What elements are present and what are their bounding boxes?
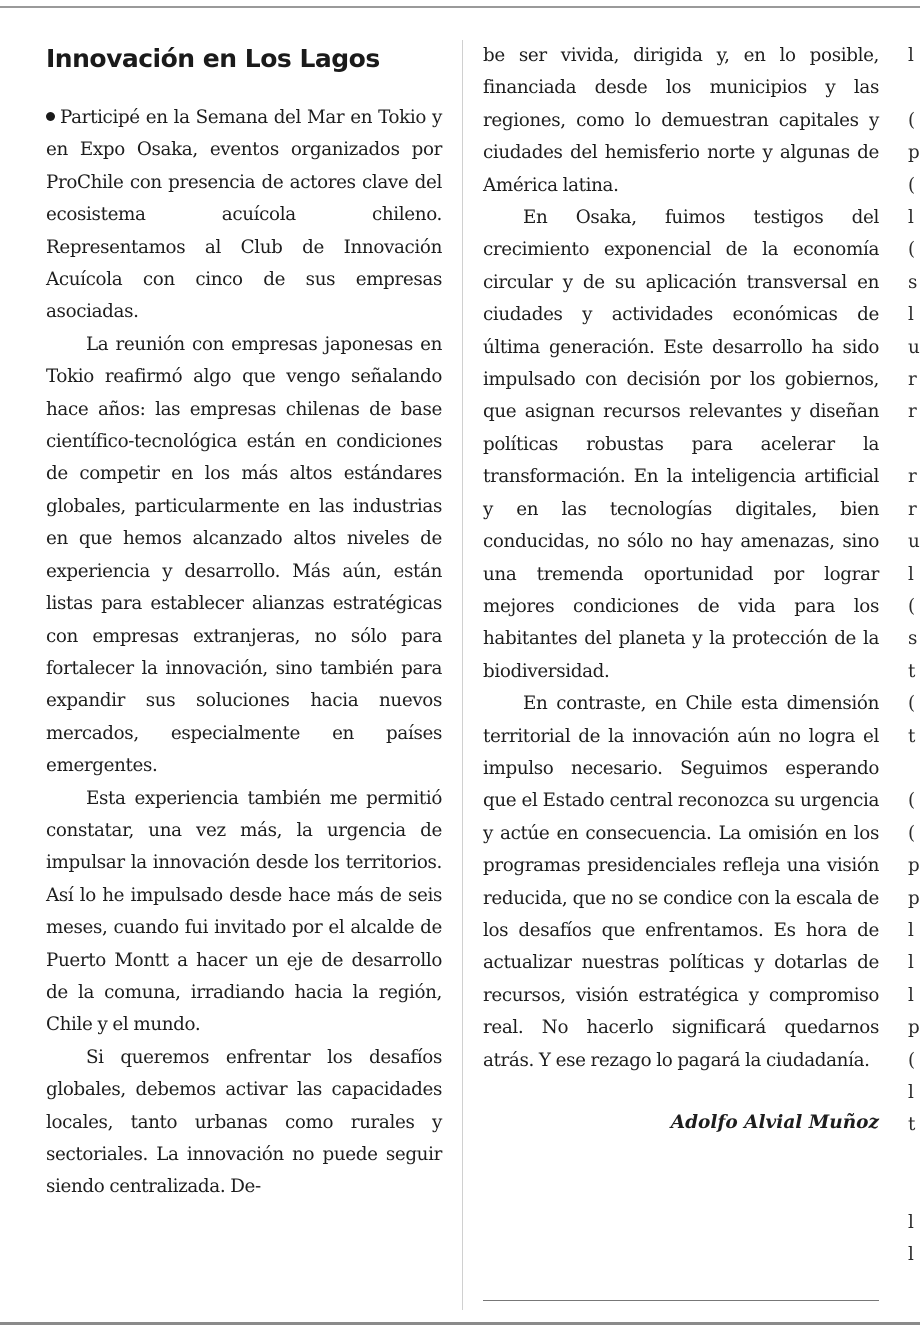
edge-letter: ( [908,174,916,196]
article-column-1 [46,40,442,1204]
edge-letter: l [908,45,914,66]
edge-letter: t [908,660,916,682]
edge-letter: u [908,336,920,358]
edge-letter: p [908,1017,920,1039]
edge-letter: ( [908,109,916,131]
edge-letter: r [908,369,917,391]
edge-letter: l [908,952,914,974]
paragraph-6: En Osaka, fuimos testigos del crecimiento exponencial de la economía circular y de su aplicación transversal en ciudades y actividades económicas de última generación. Este desarrollo ha sido impulsado con decisión por los gobiernos, que asignan recursos relevantes y diseñan políticas robustas para acelerar la transformación. En la inteligencia artificial y en las tecnologías digitales, bien conducidas, no sólo no hay amenazas, sino una tremenda oportunidad por lograr mejores condiciones de vida para los habitantes del planeta y la protección de la biodiversidad. [483,207,879,682]
edge-letter [908,1174,920,1206]
edge-letter: p [908,887,920,909]
edge-letter: l [908,919,914,941]
edge-letter: l [908,1211,914,1233]
edge-letter: l [908,304,914,326]
edge-letter [908,1142,920,1174]
paragraph-1: Participé en la Semana del Mar en Tokio y en Expo Osaka, eventos organizados por ProChile con presencia de actores clave del ecosistema acuícola chileno. Representamos al Club de Innovación Acuícola con cinco de sus empresas asociadas. [46,107,442,323]
edge-letter: l [908,984,914,1006]
edge-letter: ( [908,790,916,812]
bullet-icon [46,112,55,121]
paragraph-3: Esta experiencia también me permitió constatar, una vez más, la urgencia de impulsar la innovación desde los territorios. Así lo he impulsado desde hace más de seis meses, cuando fui invitado por el alcalde de Puerto Montt a hacer un eje de desarrollo de la comuna, irradiando hacia la región, Chile y el mundo. [46,787,442,1036]
edge-letter: ( [908,239,916,261]
edge-letter: r [908,401,917,423]
column-divider [462,40,463,1310]
edge-letter: t [908,725,916,747]
edge-letter [908,429,920,461]
paragraph-2: La reunión con empresas japonesas en Tokio reafirmó algo que vengo señalando hace años: las empresas chilenas de base científico-tecnológica están en condiciones de competir en los más altos estándares globales, particularmente en las industrias en que hemos alcanzado altos niveles de experiencia y desarrollo. Más aún, están listas para establecer alianzas estratégicas con empresas extranjeras, no sólo para fortalecer la innovación, sino también para expandir sus soluciones hacia nuevos mercados, especialmente en países emergentes. [46,333,442,777]
headline: Innovación en Los Lagos [46,44,380,73]
edge-letter: ( [908,595,916,617]
edge-letter: u [908,531,920,553]
author-signature: Adolfo Alvial Muñoz [670,1112,879,1133]
edge-letter: p [908,855,920,877]
paragraph-7: En contraste, en Chile esta dimensión territorial de la innovación aún no logra el impulso necesario. Seguimos esperando que el Estado central reconozca su urgencia y actúe en consecuencia. La omisión en los programas presidenciales refleja una visión reducida, que no se condice con la escala de los desafíos que enfrentamos. Es hora de actualizar nuestras políticas y dotarlas de recursos, visión estratégica y compromiso real. No hacerlo significará quedarnos atrás. Y ese rezago lo pagará la ciudadanía. [483,693,879,1071]
edge-letter: l [908,1082,914,1103]
edge-letter: ( [908,693,916,715]
edge-letter: l [908,563,914,585]
edge-letter: ( [908,822,916,844]
top-rule [0,6,920,8]
edge-letter: l [908,1244,914,1266]
edge-letter: t [908,1114,916,1136]
edge-letter [908,753,920,785]
edge-letter: l [908,207,914,229]
edge-letter: s [908,271,918,293]
author-rule [483,1300,879,1301]
edge-letter: ( [908,1049,916,1071]
adjacent-column-edge [908,40,920,1310]
edge-letter [908,72,920,104]
edge-letter: p [908,142,920,164]
article-column-2 [483,40,879,1139]
edge-letter: r [908,498,917,520]
bottom-rule [0,1322,920,1325]
paragraph-4: Si queremos enfrentar los desafíos globales, debemos activar las capacidades locales, tanto urbanas como rurales y sectoriales. La innovación no puede seguir siendo centralizada. De- [46,1046,442,1198]
paragraph-5: be ser vivida, dirigida y, en lo posible, financiada desde los municipios y las regiones, como lo demuestran capitales y ciudades del hemisferio norte y algunas de América latina. [483,45,879,196]
edge-letter: r [908,466,917,488]
edge-letter: s [908,628,918,650]
